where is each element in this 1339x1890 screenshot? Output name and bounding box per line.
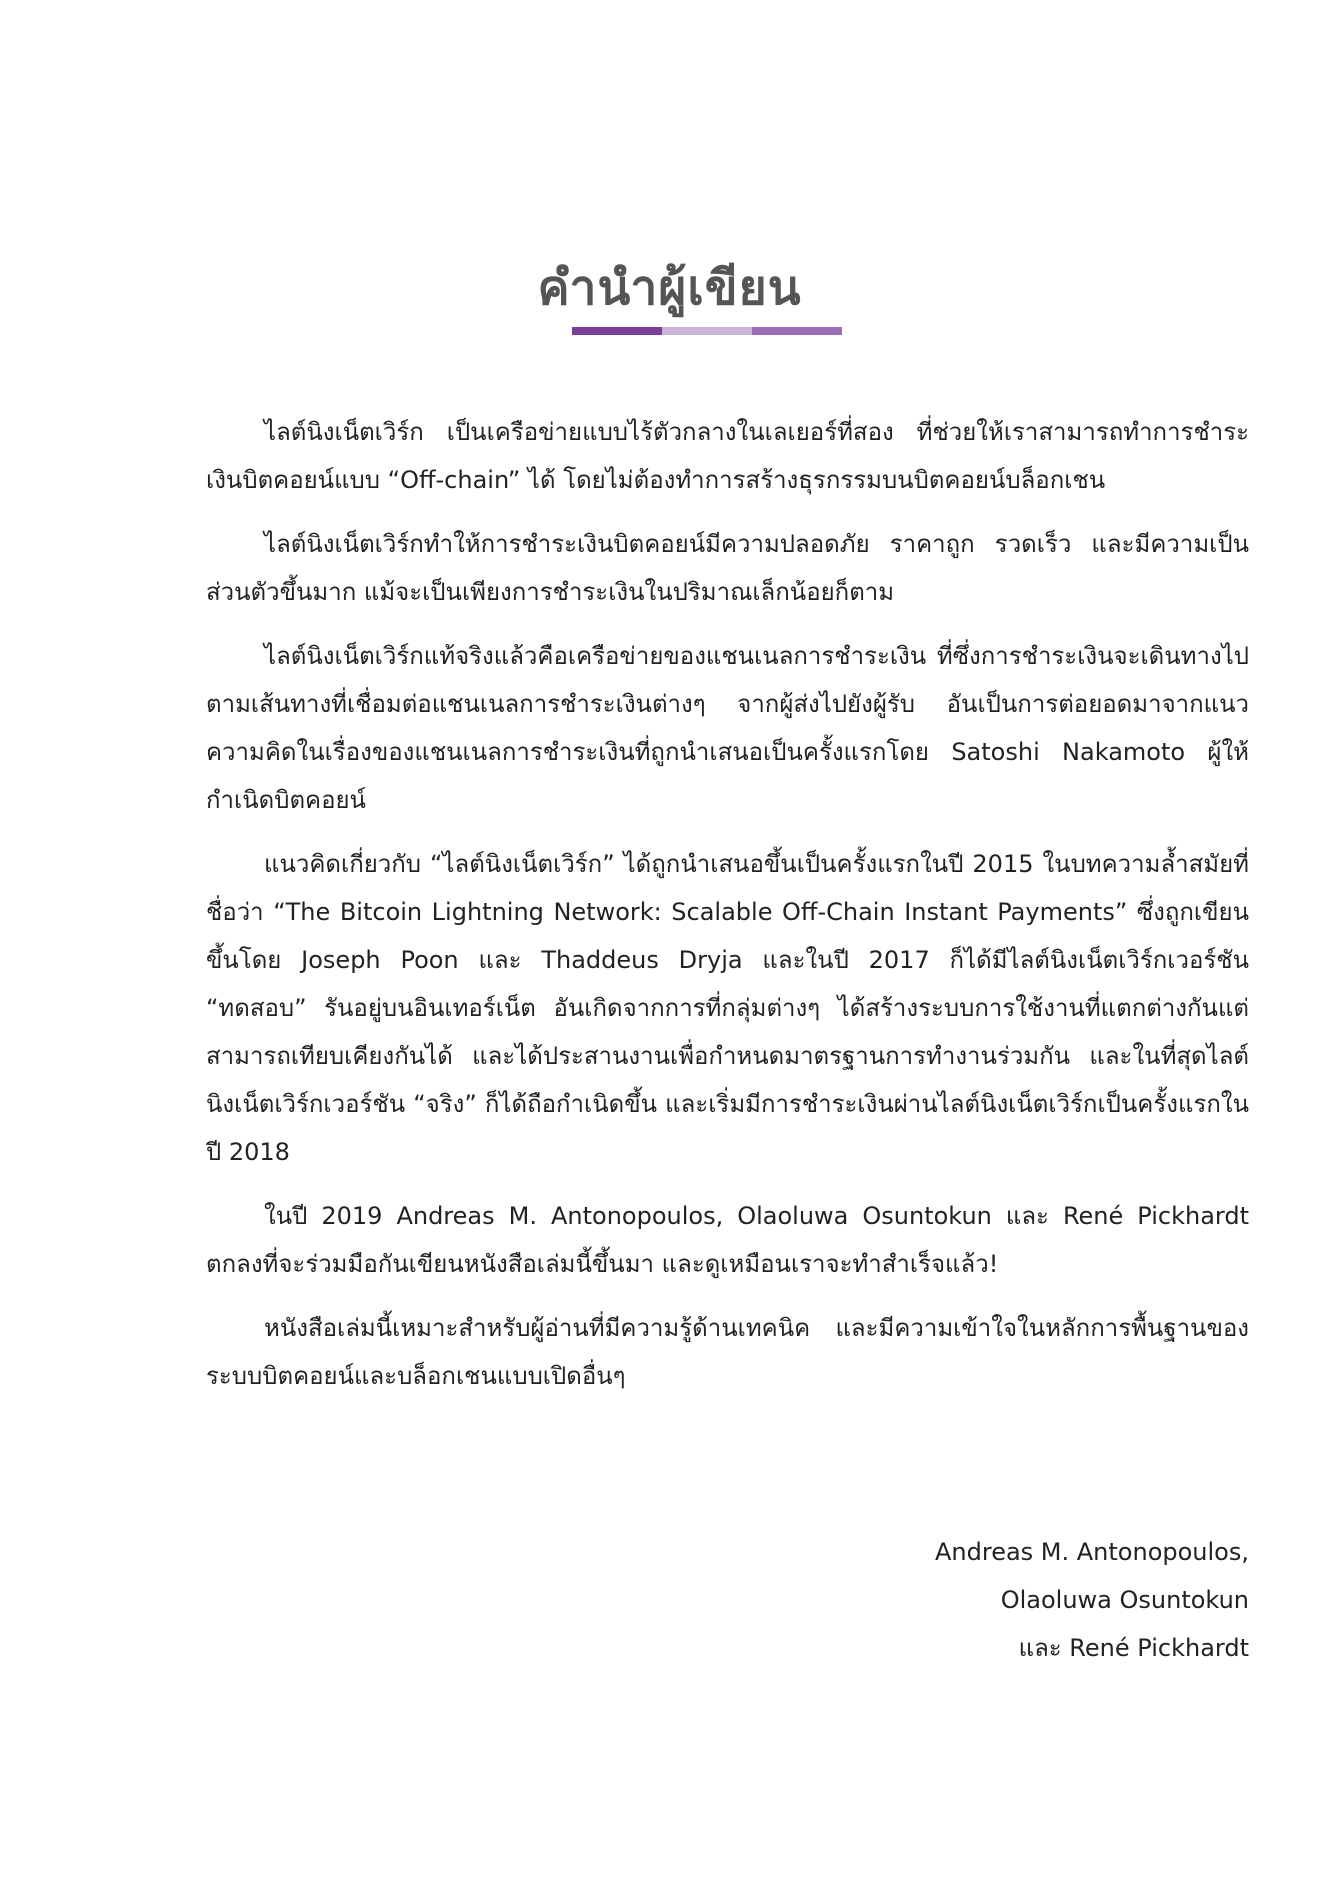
underline-segment-light — [662, 327, 752, 335]
paragraph-4: แนวคิดเกี่ยวกับ “ไลต์นิงเน็ตเวิร์ก” ได้ถูกนำเสนอขึ้นเป็นครั้งแรกในปี 2015 ในบทความล้ำสมัยที่ชื่อว่า “The Bitcoin Lightning Network: Scalable Off-Chain Instant Payments” ซึ่งถูกเขียนขึ้นโดย Joseph Poon และ Thaddeus Dryja และในปี 2017 ก็ได้มีไลต์นิงเน็ตเวิร์กเวอร์ชัน “ทดสอบ” รันอยู่บนอินเทอร์เน็ต อันเกิดจากการที่กลุ่มต่างๆ ได้สร้างระบบการใช้งานที่แตกต่างกันแต่สามารถเทียบเคียงกันได้ และได้ประสานงานเพื่อกำหนดมาตรฐานการทำงานร่วมกัน และในที่สุดไลต์นิงเน็ตเวิร์กเวอร์ชัน “จริง” ก็ได้ถือกำเนิดขึ้น และเริ่มมีการชำระเงินผ่านไลต์นิงเน็ตเวิร์กเป็นครั้งแรกในปี 2018 — [206, 850, 1249, 1166]
paragraph-2: ไลต์นิงเน็ตเวิร์กทำให้การชำระเงินบิตคอยน์มีความปลอดภัย ราคาถูก รวดเร็ว และมีความเป็นส่วนตัวขึ้นมาก แม้จะเป็นเพียงการชำระเงินในปริมาณเล็กน้อยก็ตาม — [206, 530, 1249, 606]
title-underline — [572, 327, 842, 335]
underline-segment-mid — [752, 327, 842, 335]
body-text — [206, 408, 1249, 1416]
paragraph-6: หนังสือเล่มนี้เหมาะสำหรับผู้อ่านที่มีความรู้ด้านเทคนิค และมีความเข้าใจในหลักการพื้นฐานของระบบบิตคอยน์และบล็อกเชนแบบเปิดอื่นๆ — [206, 1314, 1249, 1390]
underline-segment-dark — [572, 327, 662, 335]
signature-line-3: และ René Pickhardt — [1018, 1634, 1249, 1662]
page-title: คำนำผู้เขียน — [537, 260, 802, 316]
author-signature — [935, 1528, 1249, 1672]
paragraph-1: ไลต์นิงเน็ตเวิร์ก เป็นเครือข่ายแบบไร้ตัวกลางในเลเยอร์ที่สอง ที่ช่วยให้เราสามารถทำการชำระเงินบิตคอยน์แบบ “Off-chain” ได้ โดยไม่ต้องทำการสร้างธุรกรรมบนบิตคอยน์บล็อกเชน — [206, 418, 1249, 494]
paragraph-3: ไลต์นิงเน็ตเวิร์กแท้จริงแล้วคือเครือข่ายของแชนเนลการชำระเงิน ที่ซึ่งการชำระเงินจะเดินทางไปตามเส้นทางที่เชื่อมต่อแชนเนลการชำระเงินต่างๆ จากผู้ส่งไปยังผู้รับ อันเป็นการต่อยอดมาจากแนวความคิดในเรื่องของแชนเนลการชำระเงินที่ถูกนำเสนอเป็นครั้งแรกโดย Satoshi Nakamoto ผู้ให้กำเนิดบิตคอยน์ — [206, 642, 1249, 814]
signature-line-1: Andreas M. Antonopoulos, — [934, 1538, 1249, 1566]
title-container — [0, 258, 1339, 318]
paragraph-5: ในปี 2019 Andreas M. Antonopoulos, Olaoluwa Osuntokun และ René Pickhardt ตกลงที่จะร่วมมือกันเขียนหนังสือเล่มนี้ขึ้นมา และดูเหมือนเราจะทำสำเร็จแล้ว! — [206, 1202, 1249, 1278]
signature-line-2: Olaoluwa Osuntokun — [1000, 1586, 1249, 1614]
